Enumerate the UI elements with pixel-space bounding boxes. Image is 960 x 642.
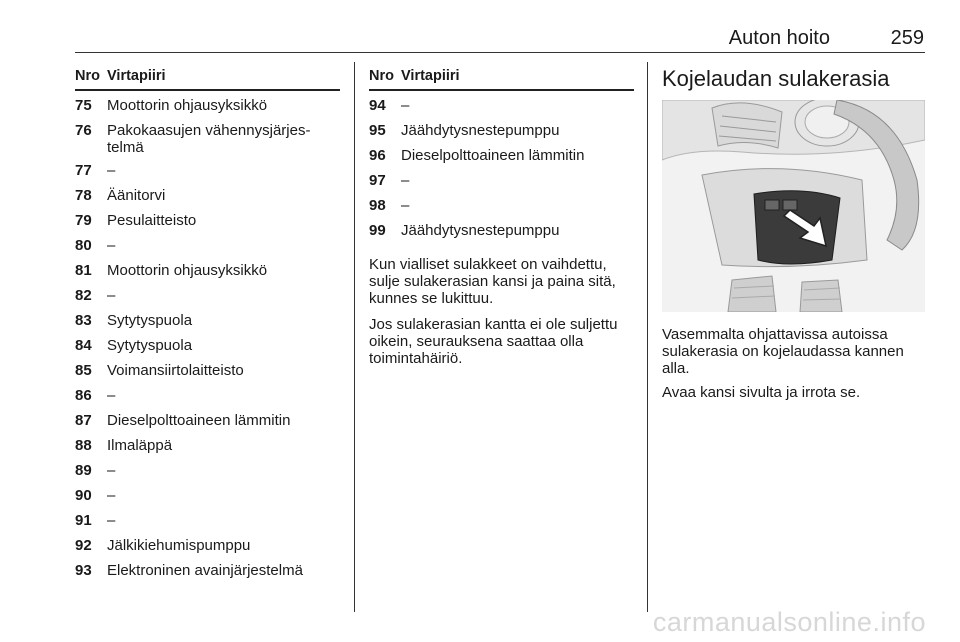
table-row xyxy=(75,381,340,406)
circuit-name: – xyxy=(401,197,410,214)
circuit-name: Ilmaläppä xyxy=(107,437,173,454)
circuit-name: Dieselpolttoaineen lämmitin xyxy=(107,412,291,429)
table-row xyxy=(75,406,340,431)
fuse-number: 98 xyxy=(369,197,386,214)
table-header xyxy=(369,64,634,91)
table-row xyxy=(369,116,634,141)
table-row xyxy=(75,556,340,581)
circuit-name: – xyxy=(107,487,116,504)
header-rule xyxy=(75,52,925,53)
fuse-number: 81 xyxy=(75,262,92,279)
table-header xyxy=(75,64,340,91)
circuit-name: – xyxy=(401,172,410,189)
circuit-name: Moottorin ohjausyksikkö xyxy=(107,97,268,114)
fuse-number: 95 xyxy=(369,122,386,139)
circuit-name: Pakokaasujen vähennysjärjes-telmä xyxy=(107,122,311,156)
table-row xyxy=(75,91,340,116)
circuit-name: Moottorin ohjausyksikkö xyxy=(107,262,268,279)
paragraph-malfunction: Jos sulakerasian kantta ei ole suljettu oikein, seurauksena saattaa olla toimintahäiriö. xyxy=(369,316,618,367)
table-row xyxy=(75,116,340,156)
fuse-number: 93 xyxy=(75,562,92,579)
fuse-number: 80 xyxy=(75,237,92,254)
fuse-number: 85 xyxy=(75,362,92,379)
fuse-number: 94 xyxy=(369,97,386,114)
circuit-name: – xyxy=(401,97,410,114)
circuit-name: – xyxy=(107,462,116,479)
table-row xyxy=(369,91,634,116)
fuse-number: 87 xyxy=(75,412,92,429)
circuit-name: Jäähdytysnestepumppu xyxy=(401,122,560,139)
fuse-number: 77 xyxy=(75,162,92,179)
table-row xyxy=(75,206,340,231)
fuse-number: 96 xyxy=(369,147,386,164)
circuit-name: Jälkikiehumispumppu xyxy=(107,537,251,554)
table-row xyxy=(75,306,340,331)
header-nro: Nro xyxy=(75,68,100,84)
fuse-table-middle xyxy=(369,64,634,241)
fuse-number: 78 xyxy=(75,187,92,204)
table-row xyxy=(75,231,340,256)
header-title: Auton hoito xyxy=(728,27,830,49)
table-row xyxy=(369,216,634,241)
table-row xyxy=(369,166,634,191)
fuse-number: 83 xyxy=(75,312,92,329)
fuse-number: 82 xyxy=(75,287,92,304)
circuit-name: – xyxy=(107,512,116,529)
table-row xyxy=(75,156,340,181)
column-divider-1 xyxy=(354,62,355,612)
circuit-name: Elektroninen avainjärjestelmä xyxy=(107,562,303,579)
page-number: 259 xyxy=(890,27,924,49)
fuse-number: 89 xyxy=(75,462,92,479)
paragraph-replace-fuses: Kun vialliset sulakkeet on vaihdettu, sulje sulakerasian kansi ja paina sitä, kunnes se lukittuu. xyxy=(369,256,616,307)
fuse-number: 76 xyxy=(75,122,92,139)
circuit-name: Sytytyspuola xyxy=(107,337,193,354)
circuit-name: Jäähdytysnestepumppu xyxy=(401,222,560,239)
table-row xyxy=(75,456,340,481)
table-row xyxy=(75,481,340,506)
circuit-name: Voimansiirtolaitteisto xyxy=(107,362,244,379)
fuse-number: 75 xyxy=(75,97,92,114)
section-title: Kojelaudan sulakerasia xyxy=(662,66,890,91)
table-row xyxy=(75,181,340,206)
circuit-name: Sytytyspuola xyxy=(107,312,193,329)
header-virtapiiri: Virtapiiri xyxy=(401,68,460,84)
header-virtapiiri: Virtapiiri xyxy=(107,68,166,84)
fuse-number: 84 xyxy=(75,337,92,354)
fuse-number: 97 xyxy=(369,172,386,189)
circuit-name: Äänitorvi xyxy=(107,187,166,204)
fuse-number: 88 xyxy=(75,437,92,454)
table-row xyxy=(75,356,340,381)
table-row xyxy=(75,331,340,356)
paragraph-location: Vasemmalta ohjattavissa autoissa sulakerasia on kojelaudassa kannen alla. xyxy=(662,326,904,377)
fuse-number: 90 xyxy=(75,487,92,504)
table-row xyxy=(75,431,340,456)
fuse-number: 91 xyxy=(75,512,92,529)
table-row xyxy=(75,531,340,556)
table-row xyxy=(75,256,340,281)
watermark: carmanualsonline.info xyxy=(652,607,926,637)
table-row xyxy=(369,191,634,216)
fuse-number: 79 xyxy=(75,212,92,229)
paragraph-open-cover: Avaa kansi sivulta ja irrota se. xyxy=(662,384,861,401)
table-row xyxy=(75,506,340,531)
circuit-name: – xyxy=(107,387,116,404)
fuse-number: 92 xyxy=(75,537,92,554)
fuse-table-left xyxy=(75,64,340,581)
header-nro: Nro xyxy=(369,68,394,84)
fuse-number: 99 xyxy=(369,222,386,239)
fuse-number: 86 xyxy=(75,387,92,404)
circuit-name: Dieselpolttoaineen lämmitin xyxy=(401,147,585,164)
circuit-name: – xyxy=(107,237,116,254)
column-divider-2 xyxy=(647,62,648,612)
circuit-name: – xyxy=(107,287,116,304)
circuit-name: Pesulaitteisto xyxy=(107,212,197,229)
fuse-box-illustration xyxy=(662,100,925,312)
circuit-name: – xyxy=(107,162,116,179)
table-row xyxy=(75,281,340,306)
table-row xyxy=(369,141,634,166)
